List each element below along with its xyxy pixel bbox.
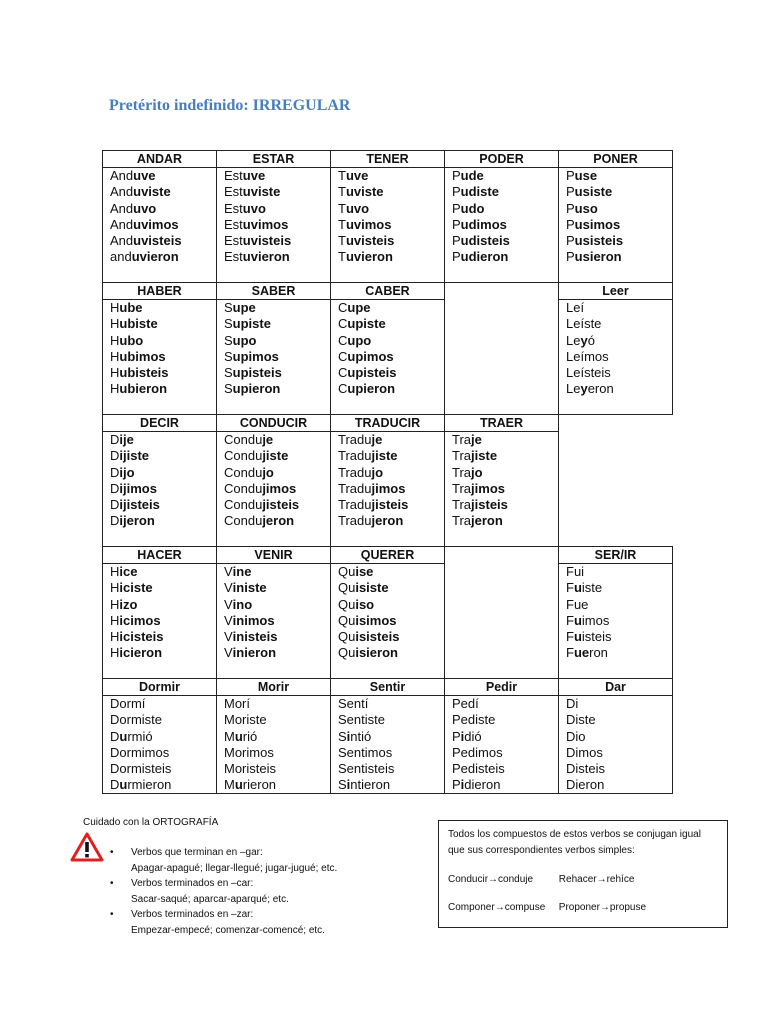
verb-form: Estuve xyxy=(224,168,266,183)
verb-form: Tradujeron xyxy=(338,513,404,529)
verb-form: Dieron xyxy=(566,777,605,793)
verb-form: Dijiste xyxy=(110,448,150,464)
verb-form: Vino xyxy=(224,596,253,612)
verb-cell xyxy=(103,151,217,283)
verb-form: Disteis xyxy=(566,761,606,777)
verb-form: Estuviste xyxy=(224,184,281,200)
verb-cell xyxy=(217,283,331,415)
verb-form: Diste xyxy=(566,712,596,728)
verb-form: Sintieron xyxy=(338,777,391,793)
verb-form: anduvieron xyxy=(110,249,179,265)
verb-form: Morimos xyxy=(224,744,274,760)
verb-form: Vine xyxy=(224,564,252,579)
verb-form: Moristeis xyxy=(224,761,277,777)
verb-header: SER/IR xyxy=(559,547,672,564)
verb-form: Anduve xyxy=(110,168,156,183)
verb-form: Pude xyxy=(452,168,484,183)
verb-form: Estuvieron xyxy=(224,249,290,265)
verb-form: Durmió xyxy=(110,728,153,744)
verb-form: Trajeron xyxy=(452,513,503,529)
verb-form: Hicimos xyxy=(110,612,161,628)
verb-form: Puse xyxy=(566,168,598,183)
verb-form: Pudiste xyxy=(452,184,499,200)
verb-form: Hice xyxy=(110,564,138,579)
verb-form: Cupe xyxy=(338,300,371,315)
spelling-example: Sacar-saqué; aparcar-aparqué; etc. xyxy=(131,893,289,905)
verb-form: Cupiste xyxy=(338,316,386,332)
verb-form: Anduvisteis xyxy=(110,233,182,249)
verb-form: Conduje xyxy=(224,432,274,447)
verb-cell xyxy=(331,283,445,415)
verb-cell xyxy=(217,415,331,547)
verb-cell xyxy=(103,283,217,415)
verb-form: Pidieron xyxy=(452,777,501,793)
verb-header: Pedir xyxy=(445,679,558,696)
verb-form: Condujiste xyxy=(224,448,289,464)
note-example: Rehacer→rehíce xyxy=(558,874,635,885)
verb-cell xyxy=(445,679,559,794)
verb-form: Supe xyxy=(224,300,256,315)
verb-cell xyxy=(331,547,445,679)
verb-form: Quisimos xyxy=(338,612,397,628)
verb-form: Supieron xyxy=(224,381,281,397)
verb-form: Leí xyxy=(566,300,585,315)
verb-form: Sintió xyxy=(338,728,372,744)
verb-form: Sentí xyxy=(338,696,369,711)
verb-form: Pusimos xyxy=(566,216,621,232)
verb-form: Condujisteis xyxy=(224,497,300,513)
verb-form: Trajisteis xyxy=(452,497,508,513)
verb-form: Supiste xyxy=(224,316,271,332)
verb-header: TRADUCIR xyxy=(331,415,444,432)
verb-cell xyxy=(331,415,445,547)
verb-form: Fue xyxy=(566,596,589,612)
verb-row xyxy=(103,151,673,283)
verb-cell xyxy=(331,679,445,794)
verb-header: TRAER xyxy=(445,415,558,432)
verb-cell xyxy=(445,415,559,547)
note-example: Conducir→conduje xyxy=(448,874,534,885)
verb-form: Sentisteis xyxy=(338,761,395,777)
verb-form: Di xyxy=(566,696,579,711)
verb-form: Quisiste xyxy=(338,580,389,596)
verb-form: Hizo xyxy=(110,596,138,612)
verb-cell xyxy=(559,547,673,679)
page-title: Pretérito indefinido: IRREGULAR xyxy=(109,97,351,114)
verb-form: Hube xyxy=(110,300,143,315)
spelling-rules-list xyxy=(110,845,337,938)
conjugation-table xyxy=(102,150,673,794)
verb-form: Dio xyxy=(566,728,586,744)
verb-form: Trajiste xyxy=(452,448,498,464)
verb-cell xyxy=(445,151,559,283)
verb-form: Pudisteis xyxy=(452,233,510,249)
verb-form: Tuvisteis xyxy=(338,233,395,249)
verb-form: Tuvo xyxy=(338,200,370,216)
verb-header: Dar xyxy=(559,679,672,696)
spelling-rule: • Verbos que terminan en –gar: xyxy=(110,847,263,858)
verb-form: Dimos xyxy=(566,744,603,760)
verb-form: Dijimos xyxy=(110,480,157,496)
verb-form: Anduvo xyxy=(110,200,157,216)
verb-form: Murió xyxy=(224,728,258,744)
verb-form: Pudo xyxy=(452,200,485,216)
verb-header: CONDUCIR xyxy=(217,415,330,432)
verb-cell xyxy=(217,547,331,679)
verb-row xyxy=(103,415,673,547)
verb-form: Pedisteis xyxy=(452,761,505,777)
empty-cell xyxy=(559,415,673,547)
verb-header: Dormir xyxy=(103,679,216,696)
verb-form: Hiciste xyxy=(110,580,153,596)
spelling-warning-label: Cuidado con la ORTOGRAFÍA xyxy=(83,817,219,828)
verb-form: Traje xyxy=(452,432,482,447)
verb-form: Pusiste xyxy=(566,184,613,200)
verb-header: CABER xyxy=(331,283,444,300)
verb-form: Fui xyxy=(566,564,585,579)
verb-form: Anduviste xyxy=(110,184,171,200)
verb-form: Hubimos xyxy=(110,348,166,364)
note-example-row xyxy=(448,872,718,888)
verb-form: Pusieron xyxy=(566,249,622,265)
verb-row xyxy=(103,679,673,794)
verb-header: HABER xyxy=(103,283,216,300)
warning-triangle-icon xyxy=(70,832,104,862)
spelling-example: Apagar-apagué; llegar-llegué; jugar-jugué; etc. xyxy=(131,862,338,874)
verb-form: Sentimos xyxy=(338,744,393,760)
verb-form: Moriste xyxy=(224,712,267,728)
verb-form: Vinisteis xyxy=(224,629,278,645)
verb-header: HACER xyxy=(103,547,216,564)
verb-form: Tradujo xyxy=(338,464,384,480)
verb-form: Murieron xyxy=(224,777,277,793)
verb-header: Morir xyxy=(217,679,330,696)
verb-cell xyxy=(559,283,673,415)
verb-form: Dormiste xyxy=(110,712,163,728)
verb-form: Leímos xyxy=(566,348,609,364)
verb-form: Tradujimos xyxy=(338,480,406,496)
verb-form: Tradujisteis xyxy=(338,497,409,513)
verb-form: Supimos xyxy=(224,348,279,364)
verb-form: Estuvo xyxy=(224,200,266,216)
note-intro: Todos los compuestos de estos verbos se conjugan igual que sus correspondientes verbos simples: xyxy=(448,829,701,856)
verb-form: Pudieron xyxy=(452,249,509,265)
verb-form: Fueron xyxy=(566,645,608,661)
blank-cell xyxy=(445,547,559,679)
verb-form: Tradujiste xyxy=(338,448,398,464)
verb-form: Pusisteis xyxy=(566,233,624,249)
verb-header: Leer xyxy=(559,283,672,300)
verb-form: Dijo xyxy=(110,464,135,480)
verb-form: Dormimos xyxy=(110,744,170,760)
verb-form: Dije xyxy=(110,432,134,447)
verb-form: Tuviste xyxy=(338,184,384,200)
verb-form: Hubiste xyxy=(110,316,158,332)
verb-form: Traduje xyxy=(338,432,383,447)
verb-form: Pidió xyxy=(452,728,482,744)
verb-form: Cupo xyxy=(338,332,372,348)
verb-form: Trajo xyxy=(452,464,483,480)
verb-form: Supisteis xyxy=(224,365,282,381)
verb-form: Trajimos xyxy=(452,480,505,496)
verb-header: VENIR xyxy=(217,547,330,564)
verb-header: ESTAR xyxy=(217,151,330,168)
verb-form: Pedí xyxy=(452,696,479,711)
verb-form: Hubisteis xyxy=(110,365,169,381)
note-example: Componer→compuse xyxy=(448,902,546,913)
verb-form: Quiso xyxy=(338,596,375,612)
compound-verbs-note xyxy=(438,820,728,928)
verb-form: Pedimos xyxy=(452,744,503,760)
verb-form: Pudimos xyxy=(452,216,507,232)
verb-header: SABER xyxy=(217,283,330,300)
verb-form: Fuiste xyxy=(566,580,603,596)
verb-form: Cupieron xyxy=(338,381,396,397)
verb-header: TENER xyxy=(331,151,444,168)
verb-cell xyxy=(331,151,445,283)
verb-form: Cupisteis xyxy=(338,365,397,381)
verb-cell xyxy=(103,679,217,794)
verb-form: Condujimos xyxy=(224,480,297,496)
verb-form: Vinimos xyxy=(224,612,275,628)
note-example: Proponer→propuse xyxy=(558,902,647,913)
verb-form: Quisieron xyxy=(338,645,398,661)
verb-form: Leísteis xyxy=(566,365,611,381)
verb-cell xyxy=(559,151,673,283)
verb-form: Dormisteis xyxy=(110,761,172,777)
verb-form: Estuvisteis xyxy=(224,233,292,249)
verb-form: Condujeron xyxy=(224,513,295,529)
verb-header: ANDAR xyxy=(103,151,216,168)
verb-form: Estuvimos xyxy=(224,216,289,232)
verb-form: Quisisteis xyxy=(338,629,400,645)
verb-form: Hubieron xyxy=(110,381,168,397)
verb-header: PODER xyxy=(445,151,558,168)
verb-header: Sentir xyxy=(331,679,444,696)
verb-form: Leyeron xyxy=(566,381,614,397)
verb-form: Hubo xyxy=(110,332,144,348)
verb-row xyxy=(103,283,673,415)
verb-form: Tuvieron xyxy=(338,249,393,265)
verb-header: QUERER xyxy=(331,547,444,564)
verb-cell xyxy=(217,151,331,283)
verb-form: Quise xyxy=(338,564,374,579)
verb-form: Hicisteis xyxy=(110,629,164,645)
verb-cell xyxy=(559,679,673,794)
spelling-rule: • Verbos terminados en –car: xyxy=(110,878,254,889)
verb-form: Pediste xyxy=(452,712,496,728)
verb-row xyxy=(103,547,673,679)
verb-form: Morí xyxy=(224,696,250,711)
verb-form: Condujo xyxy=(224,464,274,480)
verb-form: Supo xyxy=(224,332,257,348)
verb-form: Dijisteis xyxy=(110,497,160,513)
verb-cell xyxy=(217,679,331,794)
verb-form: Hicieron xyxy=(110,645,163,661)
verb-form: Leyó xyxy=(566,332,595,348)
note-example-row xyxy=(448,900,718,916)
verb-form: Leíste xyxy=(566,316,602,332)
verb-form: Cupimos xyxy=(338,348,394,364)
verb-form: Fuimos xyxy=(566,612,610,628)
verb-cell xyxy=(103,547,217,679)
verb-form: Vinieron xyxy=(224,645,277,661)
verb-form: Dijeron xyxy=(110,513,155,529)
verb-header: PONER xyxy=(559,151,672,168)
verb-form: Viniste xyxy=(224,580,267,596)
verb-form: Durmieron xyxy=(110,777,172,793)
verb-form: Sentiste xyxy=(338,712,385,728)
verb-header: DECIR xyxy=(103,415,216,432)
verb-form: Tuve xyxy=(338,168,369,183)
spelling-rule: • Verbos terminados en –zar: xyxy=(110,909,254,920)
verb-cell xyxy=(103,415,217,547)
verb-form: Tuvimos xyxy=(338,216,392,232)
verb-form: Puso xyxy=(566,200,598,216)
verb-form: Dormí xyxy=(110,696,146,711)
verb-form: Anduvimos xyxy=(110,216,179,232)
spelling-example: Empezar-empecé; comenzar-comencé; etc. xyxy=(131,924,325,936)
blank-cell xyxy=(445,283,559,415)
verb-form: Fuisteis xyxy=(566,629,612,645)
